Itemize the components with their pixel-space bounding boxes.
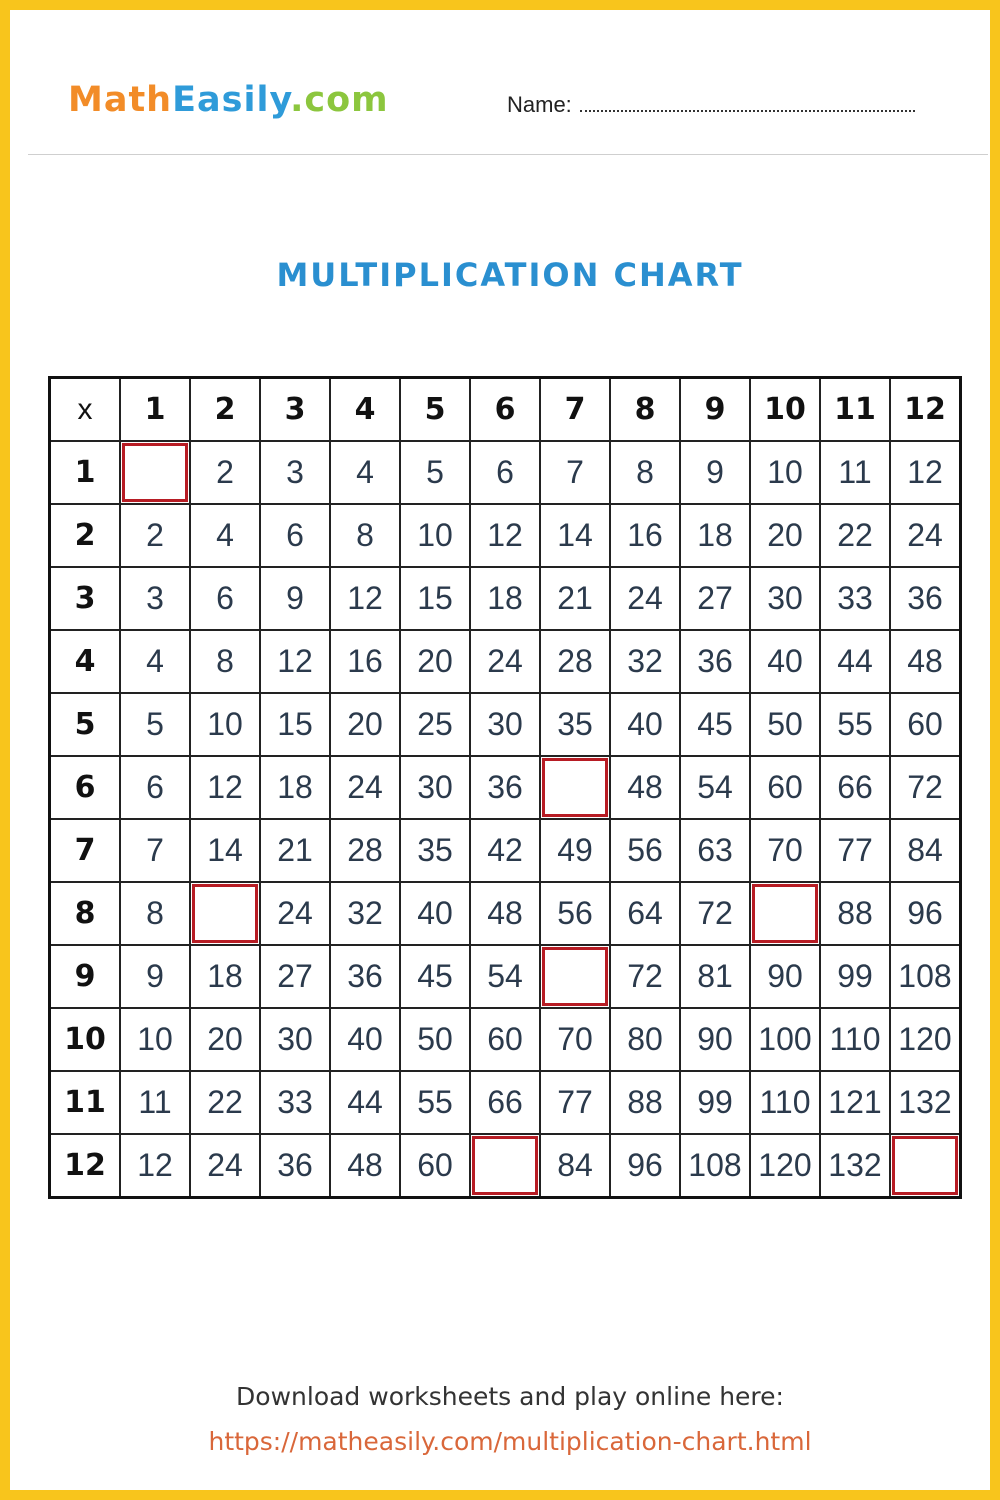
- product-cell: 18: [190, 945, 260, 1008]
- blank-highlight-box: [752, 884, 818, 943]
- product-cell: 99: [820, 945, 890, 1008]
- product-cell: 18: [680, 504, 750, 567]
- product-cell: 42: [470, 819, 540, 882]
- product-cell: 90: [750, 945, 820, 1008]
- table-row: [50, 504, 961, 567]
- product-cell: 24: [470, 630, 540, 693]
- product-cell: 22: [190, 1071, 260, 1134]
- product-cell: 33: [820, 567, 890, 630]
- row-header: 2: [50, 504, 121, 567]
- product-cell: 40: [610, 693, 680, 756]
- product-cell: 48: [610, 756, 680, 819]
- blank-answer-cell[interactable]: [190, 882, 260, 945]
- column-header: 7: [540, 378, 610, 442]
- product-cell: 10: [400, 504, 470, 567]
- blank-answer-cell[interactable]: [890, 1134, 961, 1198]
- product-cell: 36: [890, 567, 961, 630]
- product-cell: 72: [890, 756, 961, 819]
- product-cell: 24: [890, 504, 961, 567]
- name-label: Name:: [507, 92, 572, 117]
- product-cell: 56: [540, 882, 610, 945]
- column-header: 6: [470, 378, 540, 442]
- row-header: 5: [50, 693, 121, 756]
- row-header: 3: [50, 567, 121, 630]
- product-cell: 108: [890, 945, 961, 1008]
- row-header: 9: [50, 945, 121, 1008]
- name-blank-line: [580, 94, 915, 112]
- product-cell: 20: [190, 1008, 260, 1071]
- product-cell: 66: [820, 756, 890, 819]
- product-cell: 44: [330, 1071, 400, 1134]
- page-title: MULTIPLICATION CHART: [276, 256, 744, 294]
- name-field-row: [507, 92, 915, 118]
- multiplication-table: [48, 376, 962, 1199]
- product-cell: 8: [610, 441, 680, 504]
- product-cell: 45: [680, 693, 750, 756]
- product-cell: 80: [610, 1008, 680, 1071]
- table-row: [50, 882, 961, 945]
- product-cell: 12: [260, 630, 330, 693]
- product-cell: 15: [260, 693, 330, 756]
- product-cell: 11: [820, 441, 890, 504]
- product-cell: 49: [540, 819, 610, 882]
- product-cell: 110: [750, 1071, 820, 1134]
- product-cell: 88: [610, 1071, 680, 1134]
- product-cell: 108: [680, 1134, 750, 1198]
- product-cell: 24: [330, 756, 400, 819]
- product-cell: 6: [470, 441, 540, 504]
- row-header: 6: [50, 756, 121, 819]
- product-cell: 3: [120, 567, 190, 630]
- product-cell: 28: [540, 630, 610, 693]
- blank-highlight-box: [892, 1136, 958, 1195]
- row-header: 11: [50, 1071, 121, 1134]
- product-cell: 96: [610, 1134, 680, 1198]
- product-cell: 7: [120, 819, 190, 882]
- product-cell: 33: [260, 1071, 330, 1134]
- product-cell: 72: [680, 882, 750, 945]
- column-header: 1: [120, 378, 190, 442]
- blank-highlight-box: [122, 443, 188, 502]
- product-cell: 8: [190, 630, 260, 693]
- product-cell: 28: [330, 819, 400, 882]
- footer-text: Download worksheets and play online here:: [236, 1382, 784, 1411]
- table-row: [50, 630, 961, 693]
- product-cell: 12: [120, 1134, 190, 1198]
- table-row: [50, 441, 961, 504]
- product-cell: 6: [120, 756, 190, 819]
- product-cell: 25: [400, 693, 470, 756]
- product-cell: 16: [330, 630, 400, 693]
- product-cell: 100: [750, 1008, 820, 1071]
- product-cell: 81: [680, 945, 750, 1008]
- product-cell: 27: [680, 567, 750, 630]
- product-cell: 70: [540, 1008, 610, 1071]
- product-cell: 18: [260, 756, 330, 819]
- product-cell: 6: [260, 504, 330, 567]
- product-cell: 8: [330, 504, 400, 567]
- product-cell: 72: [610, 945, 680, 1008]
- product-cell: 2: [120, 504, 190, 567]
- product-cell: 10: [750, 441, 820, 504]
- column-header: 10: [750, 378, 820, 442]
- product-cell: 70: [750, 819, 820, 882]
- product-cell: 132: [820, 1134, 890, 1198]
- product-cell: 30: [260, 1008, 330, 1071]
- product-cell: 20: [750, 504, 820, 567]
- blank-answer-cell[interactable]: [470, 1134, 540, 1198]
- table-row: [50, 945, 961, 1008]
- product-cell: 20: [400, 630, 470, 693]
- product-cell: 30: [750, 567, 820, 630]
- product-cell: 10: [190, 693, 260, 756]
- product-cell: 32: [330, 882, 400, 945]
- product-cell: 84: [890, 819, 961, 882]
- blank-answer-cell[interactable]: [750, 882, 820, 945]
- product-cell: 30: [470, 693, 540, 756]
- column-header: 11: [820, 378, 890, 442]
- product-cell: 121: [820, 1071, 890, 1134]
- blank-answer-cell[interactable]: [540, 945, 610, 1008]
- product-cell: 36: [260, 1134, 330, 1198]
- product-cell: 96: [890, 882, 961, 945]
- table-row: [50, 756, 961, 819]
- product-cell: 9: [260, 567, 330, 630]
- product-cell: 99: [680, 1071, 750, 1134]
- product-cell: 27: [260, 945, 330, 1008]
- product-cell: 110: [820, 1008, 890, 1071]
- logo-part: Math: [68, 80, 173, 120]
- product-cell: 32: [610, 630, 680, 693]
- product-cell: 64: [610, 882, 680, 945]
- column-header: 8: [610, 378, 680, 442]
- product-cell: 12: [190, 756, 260, 819]
- logo-part: .com: [290, 80, 389, 120]
- table-row: [50, 1134, 961, 1198]
- product-cell: 36: [680, 630, 750, 693]
- row-header: 7: [50, 819, 121, 882]
- site-logo: [68, 80, 389, 120]
- column-header: 9: [680, 378, 750, 442]
- row-header: 1: [50, 441, 121, 504]
- product-cell: 8: [120, 882, 190, 945]
- row-header: 12: [50, 1134, 121, 1198]
- product-cell: 22: [820, 504, 890, 567]
- product-cell: 54: [470, 945, 540, 1008]
- product-cell: 12: [330, 567, 400, 630]
- footer-link[interactable]: https://matheasily.com/multiplication-chart.html: [208, 1427, 812, 1456]
- product-cell: 132: [890, 1071, 961, 1134]
- table-header-row: [50, 378, 961, 442]
- product-cell: 6: [190, 567, 260, 630]
- table-row: [50, 567, 961, 630]
- product-cell: 45: [400, 945, 470, 1008]
- product-cell: 15: [400, 567, 470, 630]
- product-cell: 60: [750, 756, 820, 819]
- product-cell: 40: [400, 882, 470, 945]
- column-header: 12: [890, 378, 961, 442]
- product-cell: 48: [330, 1134, 400, 1198]
- product-cell: 12: [890, 441, 961, 504]
- corner-cell: x: [50, 378, 121, 442]
- table-row: [50, 1008, 961, 1071]
- product-cell: 44: [820, 630, 890, 693]
- product-cell: 4: [120, 630, 190, 693]
- row-header: 8: [50, 882, 121, 945]
- product-cell: 66: [470, 1071, 540, 1134]
- product-cell: 5: [400, 441, 470, 504]
- product-cell: 48: [890, 630, 961, 693]
- blank-highlight-box: [542, 758, 608, 817]
- product-cell: 40: [330, 1008, 400, 1071]
- product-cell: 24: [260, 882, 330, 945]
- product-cell: 9: [680, 441, 750, 504]
- row-header: 10: [50, 1008, 121, 1071]
- product-cell: 21: [540, 567, 610, 630]
- product-cell: 20: [330, 693, 400, 756]
- product-cell: 50: [400, 1008, 470, 1071]
- product-cell: 77: [820, 819, 890, 882]
- header-divider: [28, 154, 988, 155]
- product-cell: 2: [190, 441, 260, 504]
- product-cell: 36: [470, 756, 540, 819]
- product-cell: 16: [610, 504, 680, 567]
- product-cell: 7: [540, 441, 610, 504]
- column-header: 5: [400, 378, 470, 442]
- product-cell: 4: [330, 441, 400, 504]
- product-cell: 55: [820, 693, 890, 756]
- row-header: 4: [50, 630, 121, 693]
- product-cell: 9: [120, 945, 190, 1008]
- blank-highlight-box: [542, 947, 608, 1006]
- product-cell: 3: [260, 441, 330, 504]
- product-cell: 90: [680, 1008, 750, 1071]
- product-cell: 12: [470, 504, 540, 567]
- product-cell: 5: [120, 693, 190, 756]
- blank-highlight-box: [192, 884, 258, 943]
- blank-answer-cell[interactable]: [540, 756, 610, 819]
- column-header: 2: [190, 378, 260, 442]
- product-cell: 14: [540, 504, 610, 567]
- product-cell: 18: [470, 567, 540, 630]
- product-cell: 63: [680, 819, 750, 882]
- product-cell: 84: [540, 1134, 610, 1198]
- product-cell: 54: [680, 756, 750, 819]
- product-cell: 77: [540, 1071, 610, 1134]
- product-cell: 35: [540, 693, 610, 756]
- table-row: [50, 1071, 961, 1134]
- product-cell: 24: [610, 567, 680, 630]
- column-header: 3: [260, 378, 330, 442]
- product-cell: 11: [120, 1071, 190, 1134]
- blank-highlight-box: [472, 1136, 538, 1195]
- product-cell: 30: [400, 756, 470, 819]
- product-cell: 10: [120, 1008, 190, 1071]
- product-cell: 120: [890, 1008, 961, 1071]
- logo-part: Easily: [172, 80, 291, 120]
- product-cell: 60: [890, 693, 961, 756]
- product-cell: 21: [260, 819, 330, 882]
- product-cell: 36: [330, 945, 400, 1008]
- product-cell: 88: [820, 882, 890, 945]
- product-cell: 60: [470, 1008, 540, 1071]
- product-cell: 40: [750, 630, 820, 693]
- product-cell: 120: [750, 1134, 820, 1198]
- product-cell: 60: [400, 1134, 470, 1198]
- product-cell: 48: [470, 882, 540, 945]
- product-cell: 56: [610, 819, 680, 882]
- blank-answer-cell[interactable]: [120, 441, 190, 504]
- product-cell: 35: [400, 819, 470, 882]
- product-cell: 55: [400, 1071, 470, 1134]
- table-row: [50, 693, 961, 756]
- table-row: [50, 819, 961, 882]
- column-header: 4: [330, 378, 400, 442]
- product-cell: 4: [190, 504, 260, 567]
- product-cell: 50: [750, 693, 820, 756]
- product-cell: 14: [190, 819, 260, 882]
- product-cell: 24: [190, 1134, 260, 1198]
